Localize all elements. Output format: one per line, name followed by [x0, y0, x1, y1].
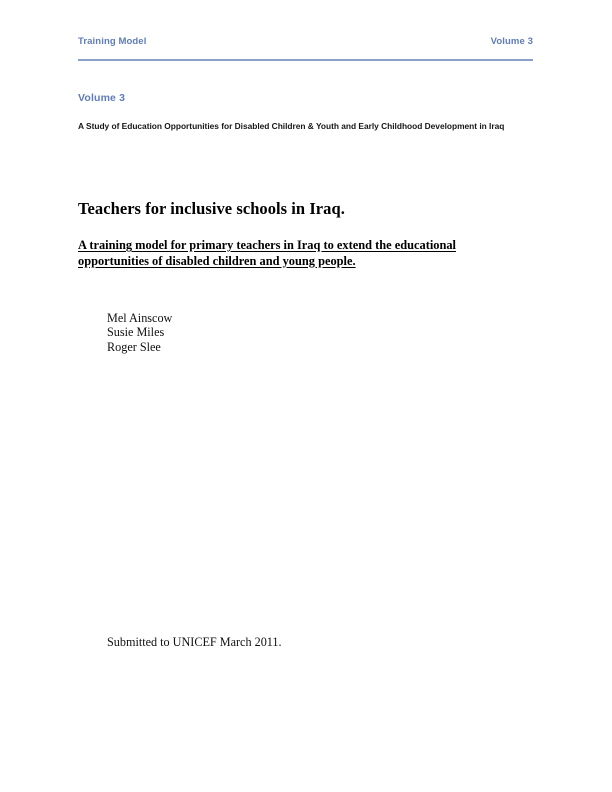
author-name: Susie Miles [107, 325, 165, 340]
author-list [107, 311, 172, 354]
running-header-left: Training Model [78, 36, 147, 47]
subtitle-line-1: A training model for primary teachers in Iraq to extend the educational [78, 238, 456, 252]
header-divider-rule [78, 59, 533, 61]
running-header [78, 36, 533, 47]
submission-note: Submitted to UNICEF March 2011. [107, 635, 282, 649]
author-name: Mel Ainscow [107, 311, 173, 325]
author-name: Roger Slee [107, 339, 161, 354]
study-description-line: A Study of Education Opportunities for Disabled Children & Youth and Early Childhood Development in Iraq [78, 121, 505, 131]
page-title: Teachers for inclusive schools in Iraq. [78, 199, 345, 219]
volume-label: Volume 3 [78, 92, 126, 104]
document-subtitle [78, 238, 478, 269]
running-header-right: Volume 3 [490, 36, 533, 47]
subtitle-line-2: opportunities of disabled children and young people. [78, 253, 356, 268]
